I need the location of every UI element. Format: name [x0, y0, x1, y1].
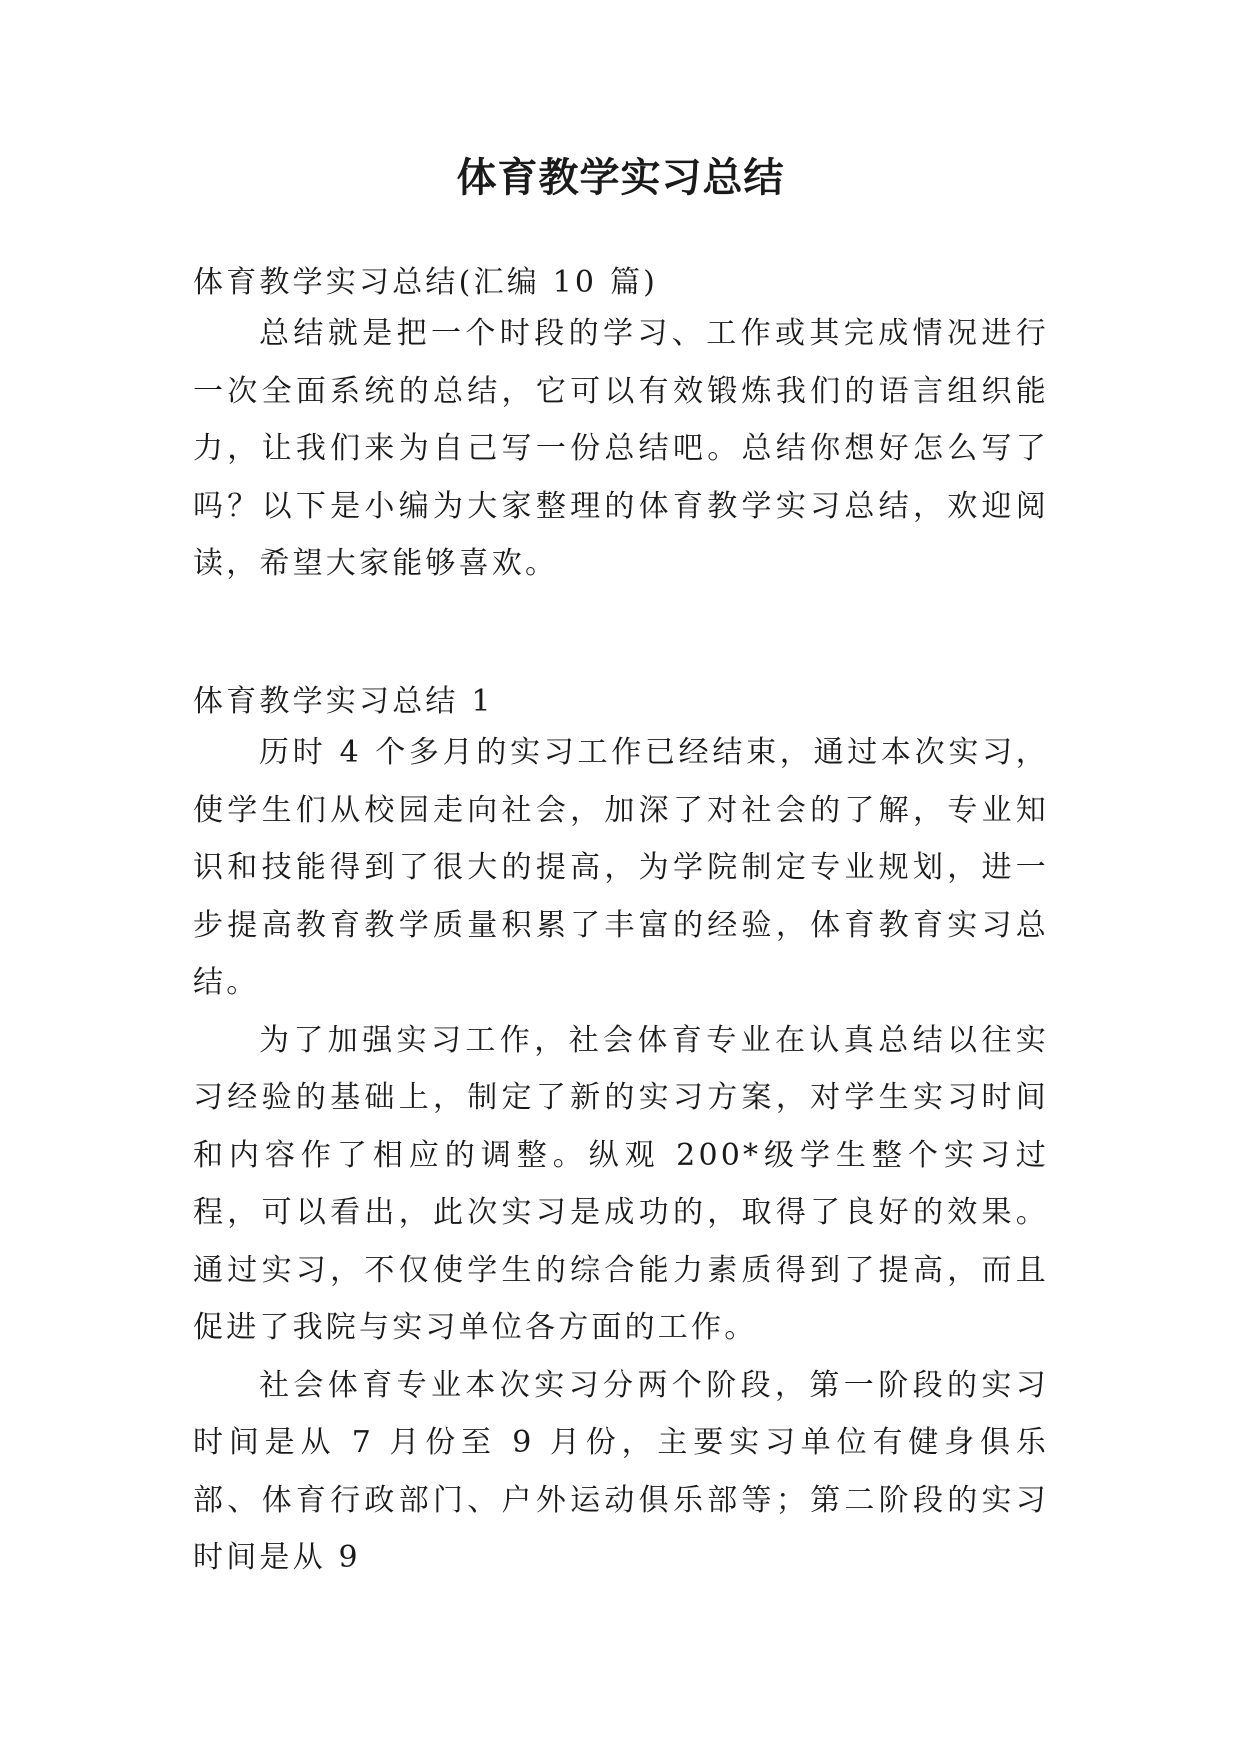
document-subtitle: 体育教学实习总结(汇编 10 篇): [193, 265, 659, 300]
document-title: 体育教学实习总结: [456, 154, 785, 201]
body-paragraph: 社会体育专业本次实习分两个阶段，第一阶段的实习时间是从 7 月份至 9 月份，主要实习单位有健身俱乐部、体育行政部门、户外运动俱乐部等；第二阶段的实习时间是从 9: [193, 1367, 1049, 1575]
section-heading: 体育教学实习总结 1: [193, 684, 494, 719]
intro-paragraph: 总结就是把一个时段的学习、工作或其完成情况进行一次全面系统的总结，它可以有效锻炼我们的语言组织能力，让我们来为自己写一份总结吧。总结你想好怎么写了吗？以下是小编为大家整理的体育教学实习总结，欢迎阅读，希望大家能够喜欢。: [193, 316, 1049, 581]
intro-block: [193, 305, 1049, 593]
body-paragraph: 历时 4 个多月的实习工作已经结束，通过本次实习，使学生们从校园走向社会，加深了对社会的了解，专业知识和技能得到了很大的提高，为学院制定专业规划，进一步提高教育教学质量积累了丰富的经验，体育教育实习总结。: [193, 735, 1049, 1000]
body-paragraph: 为了加强实习工作，社会体育专业在认真总结以往实习经验的基础上，制定了新的实习方案，对学生实习时间和内容作了相应的调整。纵观 200*级学生整个实习过程，可以看出，此次实习是成功的，取得了良好的效果。通过实习，不仅使学生的综合能力素质得到了提高，而且促进了我院与实习单位各方面的工作。: [193, 1022, 1049, 1345]
section-body: [193, 724, 1049, 1587]
